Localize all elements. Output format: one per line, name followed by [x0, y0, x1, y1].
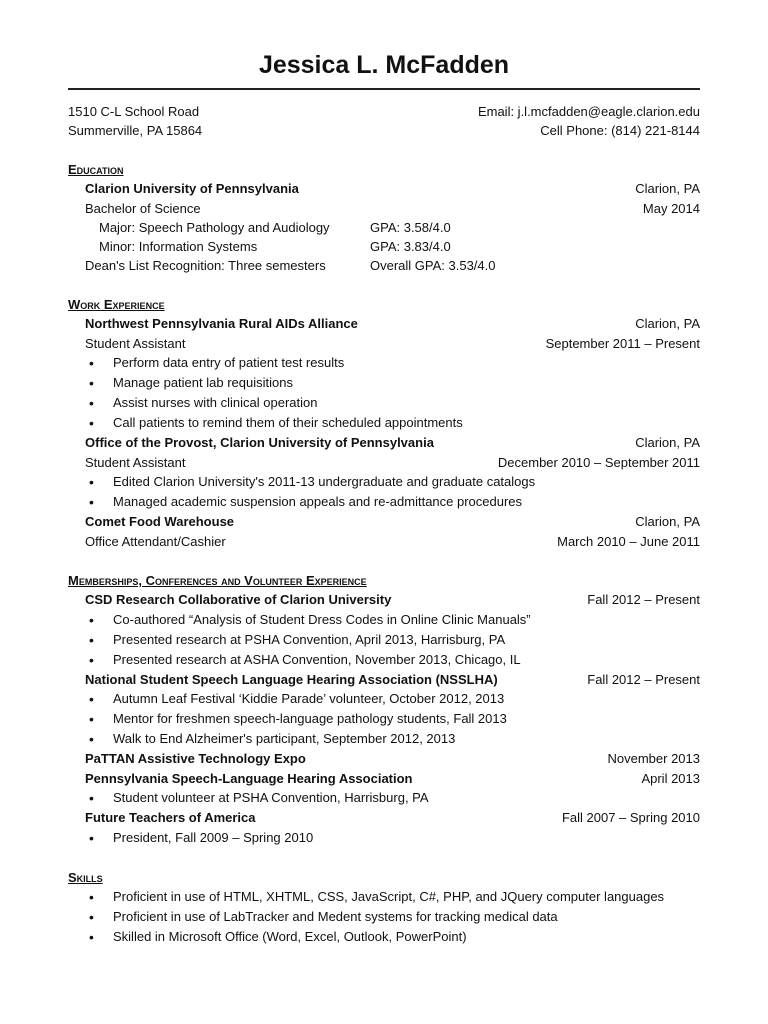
job-dates: September 2011 – Present	[545, 335, 700, 351]
list-item: • Managed academic suspension appeals and re-admittance procedures	[113, 492, 700, 512]
work-section	[68, 295, 700, 551]
membership-row	[68, 769, 700, 789]
membership-row	[68, 590, 700, 610]
minor-gpa: GPA: 3.83/4.0	[370, 239, 451, 254]
membership-row	[68, 808, 700, 828]
job-role-row	[68, 453, 700, 473]
job-location: Clarion, PA	[635, 435, 700, 450]
memberships-heading: Memberships, Conferences and Volunteer Experience	[68, 573, 367, 588]
job-role: Student Assistant	[85, 335, 186, 351]
list-item: • Mentor for freshmen speech-language pathology students, Fall 2013	[113, 709, 700, 729]
job-location: Clarion, PA	[635, 316, 700, 331]
job-org-row	[68, 512, 700, 532]
membership-dates: November 2013	[607, 751, 700, 766]
membership-bullets	[68, 610, 700, 670]
membership-bullets	[68, 689, 700, 749]
list-item: • Call patients to remind them of their scheduled appointments	[113, 413, 700, 433]
list-item: • Proficient in use of LabTracker and Medent systems for tracking medical data	[113, 907, 700, 927]
contact-info	[478, 102, 700, 140]
list-item: • President, Fall 2009 – Spring 2010	[113, 828, 700, 848]
job-dates: March 2010 – June 2011	[557, 533, 700, 549]
memberships-section	[68, 571, 700, 848]
job-dates: December 2010 – September 2011	[497, 454, 700, 470]
email: Email: j.l.mcfadden@eagle.clarion.edu	[477, 104, 700, 119]
membership-row	[68, 749, 700, 769]
list-item: • Assist nurses with clinical operation	[113, 393, 700, 413]
list-item: • Autumn Leaf Festival ‘Kiddie Parade’ volunteer, October 2012, 2013	[113, 689, 700, 709]
cell-phone: Cell Phone: (814) 221-8144	[540, 123, 700, 138]
job-role: Office Attendant/Cashier	[85, 533, 226, 549]
education-degree-row	[68, 199, 700, 219]
membership-row	[68, 670, 700, 690]
job-role: Student Assistant	[85, 454, 186, 470]
resume-name: Jessica L. McFadden	[68, 50, 700, 90]
contact-block	[68, 102, 700, 140]
address	[68, 102, 202, 140]
list-item: • Presented research at PSHA Convention, April 2013, Harrisburg, PA	[113, 630, 700, 650]
job-role-row	[68, 532, 700, 552]
degree: Bachelor of Science	[85, 200, 201, 216]
skills-section	[68, 868, 700, 947]
list-item: • Skilled in Microsoft Office (Word, Excel, Outlook, PowerPoint)	[113, 927, 700, 947]
deans-list: Dean's List Recognition: Three semesters	[85, 258, 326, 273]
list-item: • Presented research at ASHA Convention, November 2013, Chicago, IL	[113, 650, 700, 670]
list-item: • Walk to End Alzheimer's participant, September 2012, 2013	[113, 729, 700, 749]
list-item: • Perform data entry of patient test results	[113, 353, 700, 373]
skills-heading: Skills	[68, 869, 103, 885]
membership-dates: Fall 2012 – Present	[587, 671, 700, 687]
membership-org: Future Teachers of America	[85, 810, 256, 825]
address-line-1: 1510 C-L School Road	[68, 104, 200, 119]
membership-dates: Fall 2007 – Spring 2010	[561, 810, 700, 825]
minor: Minor: Information Systems	[99, 239, 258, 254]
list-item: • Student volunteer at PSHA Convention, Harrisburg, PA	[113, 788, 700, 808]
list-item: • Manage patient lab requisitions	[113, 373, 700, 393]
overall-gpa: Overall GPA: 3.53/4.0	[370, 258, 496, 273]
list-item: • Edited Clarion University's 2011-13 undergraduate and graduate catalogs	[113, 472, 700, 492]
job-bullets	[68, 353, 700, 433]
job-org-row	[68, 314, 700, 334]
list-item: • Co-authored “Analysis of Student Dress Codes in Online Clinic Manuals”	[113, 610, 700, 630]
major: Major: Speech Pathology and Audiology	[99, 220, 330, 235]
job-role-row	[68, 334, 700, 354]
address-line-2: Summerville, PA 15864	[68, 123, 203, 138]
job-org: Northwest Pennsylvania Rural AIDs Alliance	[85, 316, 358, 331]
education-school-row	[68, 179, 700, 199]
graduation-date: May 2014	[642, 200, 700, 216]
membership-dates: Fall 2012 – Present	[587, 592, 700, 607]
education-section	[68, 160, 700, 275]
membership-org: CSD Research Collaborative of Clarion University	[85, 592, 392, 607]
membership-org: PaTTAN Assistive Technology Expo	[85, 751, 306, 766]
job-bullets	[68, 472, 700, 512]
school-name: Clarion University of Pennsylvania	[85, 181, 299, 196]
education-heading: Education	[68, 162, 124, 177]
major-gpa: GPA: 3.58/4.0	[370, 220, 451, 235]
list-item: • Proficient in use of HTML, XHTML, CSS, JavaScript, C#, PHP, and JQuery computer languages	[113, 887, 700, 907]
school-location: Clarion, PA	[635, 181, 700, 196]
job-org-row	[68, 433, 700, 453]
job-location: Clarion, PA	[635, 514, 700, 529]
membership-org: Pennsylvania Speech-Language Hearing Association	[85, 770, 413, 786]
job-org: Comet Food Warehouse	[85, 514, 235, 529]
membership-org: National Student Speech Language Hearing Association (NSSLHA)	[85, 671, 498, 687]
membership-bullets	[68, 788, 700, 808]
education-details	[68, 218, 700, 275]
work-heading: Work Experience	[68, 297, 165, 312]
job-org: Office of the Provost, Clarion University of Pennsylvania	[85, 435, 434, 450]
membership-bullets	[68, 828, 700, 848]
skills-bullets	[68, 887, 700, 947]
membership-dates: April 2013	[641, 770, 700, 786]
